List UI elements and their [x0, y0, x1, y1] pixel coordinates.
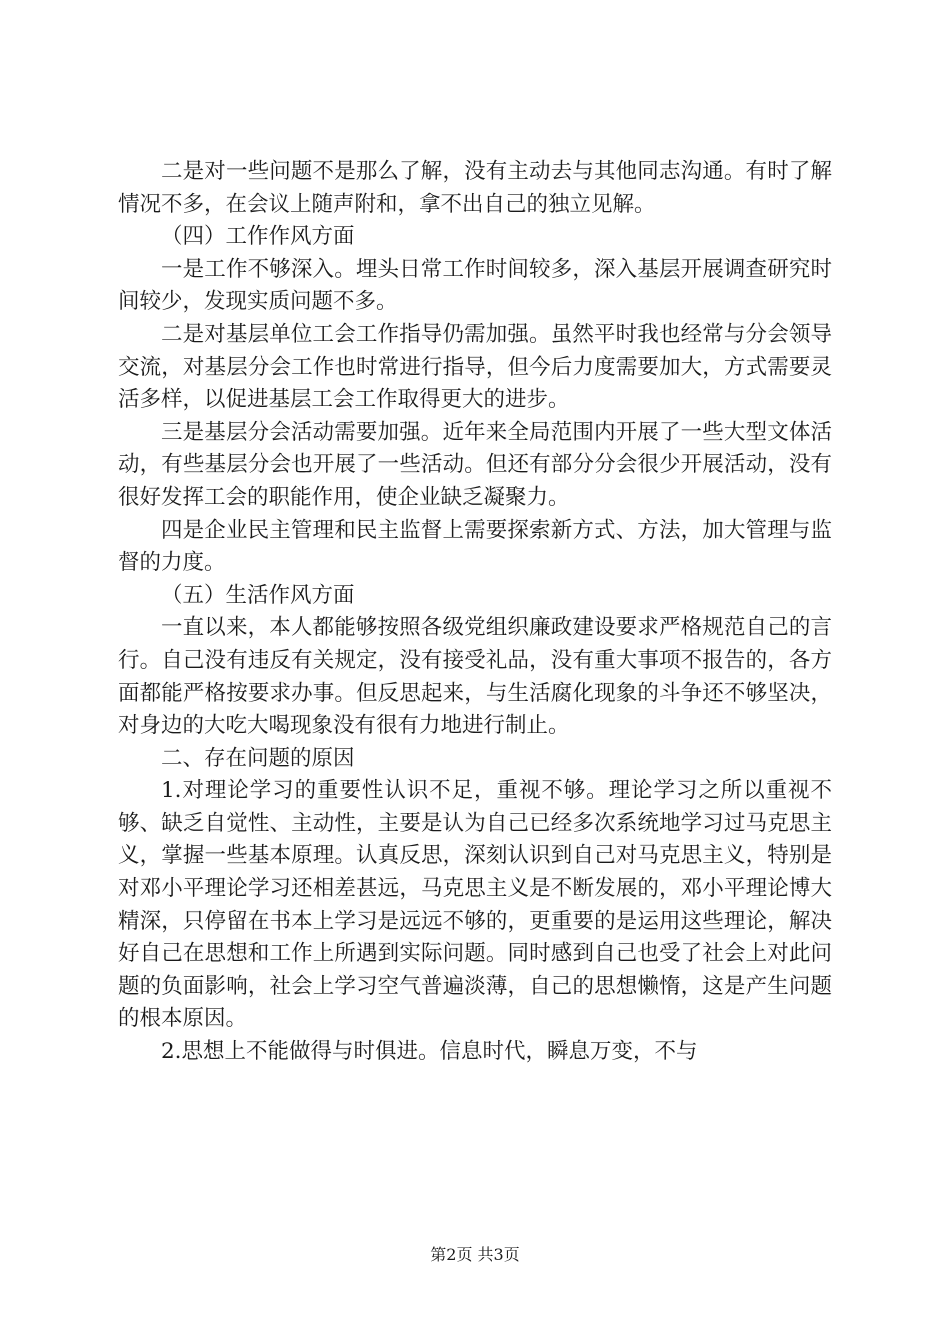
paragraph-life-style: 一直以来，本人都能够按照各级党组织廉政建设要求严格规范自己的言行。自己没有违反有关规定，没有接受礼品，没有重大事项不报告的，各方面都能严格按要求办事。但反思起来，与生活腐化现象的斗争还不够坚决，对身边的大吃大喝现象没有很有力地进行制止。 [118, 615, 832, 739]
paragraph-work-two: 二是对基层单位工会工作指导仍需加强。虽然平时我也经常与分会领导交流，对基层分会工作也时常进行指导，但今后力度需要加大，方式需要灵活多样，以促进基层工会工作取得更大的进步。 [118, 321, 832, 413]
paragraph-issue-two: 二是对一些问题不是那么了解，没有主动去与其他同志沟通。有时了解情况不多，在会议上随声附和，拿不出自己的独立见解。 [118, 159, 832, 217]
page-footer: 第2页 共3页 [430, 1245, 520, 1264]
section-heading-causes: 二、存在问题的原因 [161, 745, 355, 771]
section-heading-life-style: （五）生活作风方面 [161, 582, 355, 608]
paragraph-cause-one: 1.对理论学习的重要性认识不足，重视不够。理论学习之所以重视不够、缺乏自觉性、主动性，主要是认为自己已经多次系统地学习过马克思主义，掌握一些基本原理。认真反思，深刻认识到自己对马克思主义，特别是对邓小平理论学习还相差甚远，马克思主义是不断发展的，邓小平理论博大精深，只停留在书本上学习是远远不够的，更重要的是运用这些理论，解决好自己在思想和工作上所遇到实际问题。同时感到自己也受了社会上对此问题的负面影响，社会上学习空气普遍淡薄，自己的思想懒惰，这是产生问题的根本原因。 [118, 778, 832, 1032]
paragraph-work-three: 三是基层分会活动需要加强。近年来全局范围内开展了一些大型文体活动，有些基层分会也开展了一些活动。但还有部分分会很少开展活动，没有很好发挥工会的职能作用，使企业缺乏凝聚力。 [118, 419, 832, 510]
document-body [118, 156, 832, 1069]
paragraph-work-one: 一是工作不够深入。埋头日常工作时间较多，深入基层开展调查研究时间较少，发现实质问题不多。 [118, 256, 832, 315]
paragraph-cause-two: 2.思想上不能做得与时俱进。信息时代，瞬息万变，不与 [161, 1039, 698, 1065]
paragraph-work-four: 四是企业民主管理和民主监督上需要探索新方式、方法，加大管理与监督的力度。 [118, 517, 832, 576]
section-heading-work-style: （四）工作作风方面 [161, 224, 355, 250]
